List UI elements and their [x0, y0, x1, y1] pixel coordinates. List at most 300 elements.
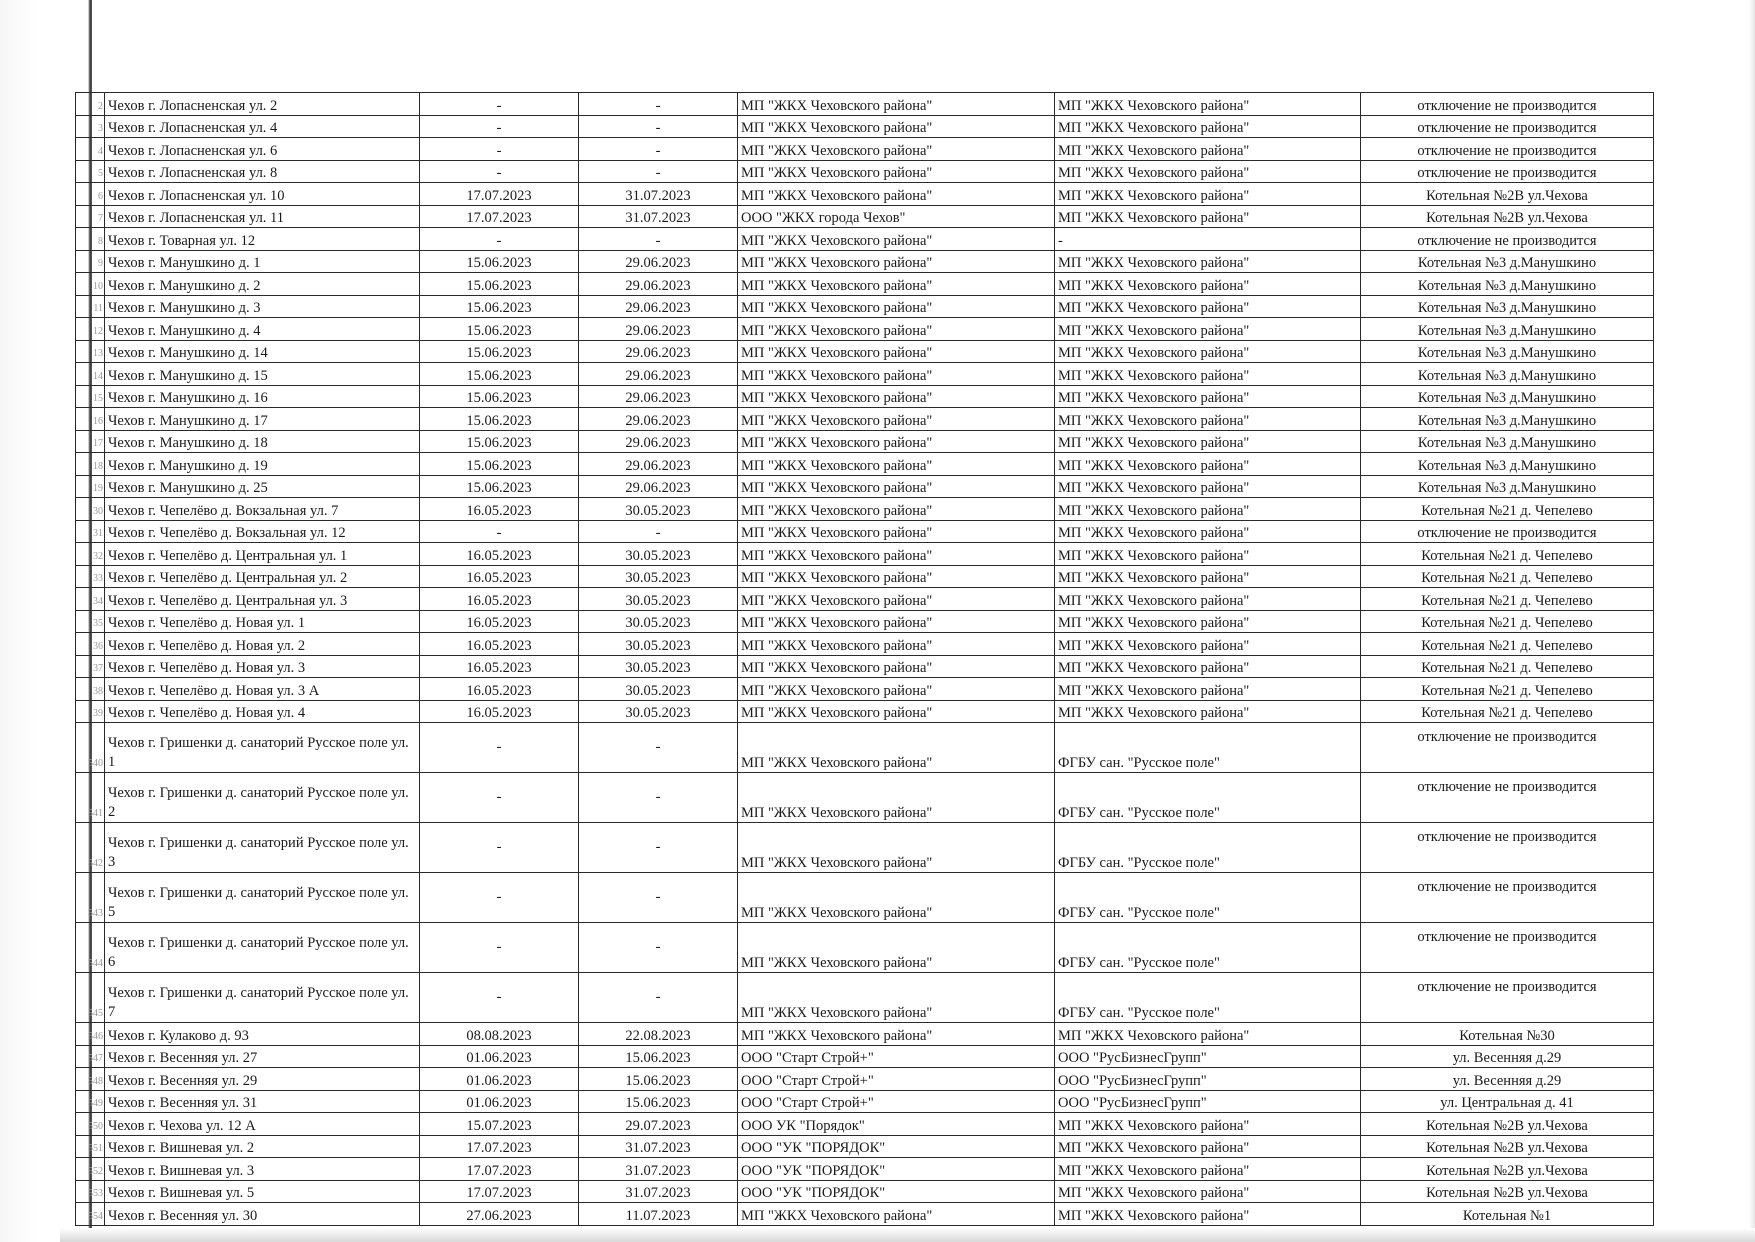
row-number: 11	[76, 295, 105, 318]
row-number: 7	[76, 205, 105, 228]
management-org-cell: МП "ЖКХ Чеховского района"	[738, 973, 1055, 1023]
management-org-cell: МП "ЖКХ Чеховского района"	[738, 408, 1055, 431]
end-date-cell: 11.07.2023	[579, 1203, 738, 1226]
supplier-org-cell: МП "ЖКХ Чеховского района"	[1055, 1158, 1361, 1181]
supplier-org-cell: МП "ЖКХ Чеховского района"	[1055, 250, 1361, 273]
row-number: 14	[76, 363, 105, 386]
end-date-cell: 30.05.2023	[579, 700, 738, 723]
boiler-note-cell: Котельная №1	[1361, 1203, 1654, 1226]
start-date-cell: 08.08.2023	[420, 1023, 579, 1046]
address-cell: Чехов г. Весенняя ул. 29	[105, 1068, 420, 1091]
address-cell: Чехов г. Манушкино д. 2	[105, 273, 420, 296]
table-row	[76, 498, 1654, 521]
boiler-note-cell: отключение не производится	[1361, 773, 1654, 823]
row-number: 552	[76, 1158, 105, 1181]
scan-edge-bottom	[60, 1228, 1755, 1242]
boiler-note-cell: Котельная №2В ул.Чехова	[1361, 1113, 1654, 1136]
boiler-note-cell: отключение не производится	[1361, 115, 1654, 138]
management-org-cell: МП "ЖКХ Чеховского района"	[738, 633, 1055, 656]
table-row	[76, 543, 1654, 566]
supplier-org-cell: МП "ЖКХ Чеховского района"	[1055, 655, 1361, 678]
row-number: 553	[76, 1180, 105, 1203]
start-date-cell: 15.06.2023	[420, 273, 579, 296]
address-cell: Чехов г. Манушкино д. 15	[105, 363, 420, 386]
boiler-note-cell: Котельная №3 д.Манушкино	[1361, 273, 1654, 296]
row-number: 541	[76, 773, 105, 823]
start-date-cell: 16.05.2023	[420, 543, 579, 566]
management-org-cell: ООО "ЖКХ города Чехов"	[738, 205, 1055, 228]
management-org-cell: МП "ЖКХ Чеховского района"	[738, 498, 1055, 521]
management-org-cell: ООО УК "Порядок"	[738, 1113, 1055, 1136]
start-date-cell: -	[420, 873, 579, 923]
start-date-cell: 16.05.2023	[420, 610, 579, 633]
row-number: 540	[76, 723, 105, 773]
end-date-cell: 15.06.2023	[579, 1090, 738, 1113]
row-number: 9	[76, 250, 105, 273]
start-date-cell: 16.05.2023	[420, 678, 579, 701]
boiler-note-cell: Котельная №2В ул.Чехова	[1361, 183, 1654, 206]
address-cell: Чехов г. Чехова ул. 12 А	[105, 1113, 420, 1136]
address-cell: Чехов г. Чепелёво д. Новая ул. 1	[105, 610, 420, 633]
supplier-org-cell: ФГБУ сан. "Русское поле"	[1055, 773, 1361, 823]
row-number: 549	[76, 1090, 105, 1113]
end-date-cell: 30.05.2023	[579, 610, 738, 633]
row-number: 5	[76, 160, 105, 183]
address-cell: Чехов г. Гришенки д. санаторий Русское поле ул. 1	[105, 723, 420, 773]
boiler-note-cell: отключение не производится	[1361, 723, 1654, 773]
start-date-cell: 17.07.2023	[420, 205, 579, 228]
table-row	[76, 1158, 1654, 1181]
management-org-cell: МП "ЖКХ Чеховского района"	[738, 138, 1055, 161]
boiler-note-cell: отключение не производится	[1361, 93, 1654, 116]
start-date-cell: 17.07.2023	[420, 1158, 579, 1181]
supplier-org-cell: МП "ЖКХ Чеховского района"	[1055, 453, 1361, 476]
table-body	[76, 93, 1654, 1226]
table-row	[76, 430, 1654, 453]
end-date-cell: 30.05.2023	[579, 633, 738, 656]
row-number: 17	[76, 430, 105, 453]
table-row	[76, 1090, 1654, 1113]
supplier-org-cell: ФГБУ сан. "Русское поле"	[1055, 723, 1361, 773]
management-org-cell: МП "ЖКХ Чеховского района"	[738, 543, 1055, 566]
boiler-note-cell: Котельная №30	[1361, 1023, 1654, 1046]
supplier-org-cell: МП "ЖКХ Чеховского района"	[1055, 340, 1361, 363]
end-date-cell: -	[579, 923, 738, 973]
address-cell: Чехов г. Манушкино д. 25	[105, 475, 420, 498]
management-org-cell: МП "ЖКХ Чеховского района"	[738, 475, 1055, 498]
start-date-cell: -	[420, 160, 579, 183]
table-row	[76, 160, 1654, 183]
management-org-cell: МП "ЖКХ Чеховского района"	[738, 183, 1055, 206]
address-cell: Чехов г. Манушкино д. 4	[105, 318, 420, 341]
start-date-cell: -	[420, 773, 579, 823]
row-number: 35	[76, 610, 105, 633]
boiler-note-cell: Котельная №2В ул.Чехова	[1361, 1180, 1654, 1203]
boiler-note-cell: Котельная №21 д. Чепелево	[1361, 498, 1654, 521]
address-cell: Чехов г. Чепелёво д. Новая ул. 4	[105, 700, 420, 723]
scan-edge-right	[1749, 0, 1755, 1242]
start-date-cell: 17.07.2023	[420, 183, 579, 206]
row-number: 15	[76, 385, 105, 408]
start-date-cell: 15.06.2023	[420, 340, 579, 363]
boiler-note-cell: отключение не производится	[1361, 923, 1654, 973]
end-date-cell: 30.05.2023	[579, 588, 738, 611]
start-date-cell: 01.06.2023	[420, 1068, 579, 1091]
row-number: 3	[76, 115, 105, 138]
row-number: 547	[76, 1045, 105, 1068]
end-date-cell: 15.06.2023	[579, 1068, 738, 1091]
start-date-cell: 16.05.2023	[420, 655, 579, 678]
table-row	[76, 138, 1654, 161]
table-row	[76, 408, 1654, 431]
end-date-cell: 29.06.2023	[579, 385, 738, 408]
address-cell: Чехов г. Товарная ул. 12	[105, 228, 420, 251]
supplier-org-cell: МП "ЖКХ Чеховского района"	[1055, 543, 1361, 566]
row-number: 6	[76, 183, 105, 206]
management-org-cell: ООО "Старт Строй+"	[738, 1090, 1055, 1113]
supplier-org-cell: МП "ЖКХ Чеховского района"	[1055, 475, 1361, 498]
row-number: 551	[76, 1135, 105, 1158]
supplier-org-cell: МП "ЖКХ Чеховского района"	[1055, 430, 1361, 453]
table-row	[76, 183, 1654, 206]
management-org-cell: МП "ЖКХ Чеховского района"	[738, 565, 1055, 588]
management-org-cell: МП "ЖКХ Чеховского района"	[738, 678, 1055, 701]
row-number: 13	[76, 340, 105, 363]
boiler-note-cell: Котельная №3 д.Манушкино	[1361, 453, 1654, 476]
supplier-org-cell: ООО "РусБизнесГрупп"	[1055, 1090, 1361, 1113]
supplier-org-cell: МП "ЖКХ Чеховского района"	[1055, 588, 1361, 611]
management-org-cell: МП "ЖКХ Чеховского района"	[738, 700, 1055, 723]
end-date-cell: 29.06.2023	[579, 430, 738, 453]
table-row	[76, 1135, 1654, 1158]
end-date-cell: 29.06.2023	[579, 318, 738, 341]
supplier-org-cell: МП "ЖКХ Чеховского района"	[1055, 363, 1361, 386]
table-row	[76, 723, 1654, 773]
address-cell: Чехов г. Лопасненская ул. 6	[105, 138, 420, 161]
row-number: 18	[76, 453, 105, 476]
address-cell: Чехов г. Лопасненская ул. 8	[105, 160, 420, 183]
start-date-cell: 15.06.2023	[420, 295, 579, 318]
end-date-cell: 30.05.2023	[579, 565, 738, 588]
address-cell: Чехов г. Гришенки д. санаторий Русское поле ул. 7	[105, 973, 420, 1023]
management-org-cell: МП "ЖКХ Чеховского района"	[738, 1203, 1055, 1226]
table-row	[76, 1180, 1654, 1203]
table-row	[76, 655, 1654, 678]
start-date-cell: 17.07.2023	[420, 1180, 579, 1203]
end-date-cell: 22.08.2023	[579, 1023, 738, 1046]
boiler-note-cell: Котельная №3 д.Манушкино	[1361, 250, 1654, 273]
end-date-cell: 30.05.2023	[579, 655, 738, 678]
management-org-cell: МП "ЖКХ Чеховского района"	[738, 295, 1055, 318]
management-org-cell: ООО "УК "ПОРЯДОК"	[738, 1180, 1055, 1203]
table-row	[76, 115, 1654, 138]
table-row	[76, 823, 1654, 873]
address-cell: Чехов г. Чепелёво д. Новая ул. 3 А	[105, 678, 420, 701]
management-org-cell: МП "ЖКХ Чеховского района"	[738, 610, 1055, 633]
management-org-cell: МП "ЖКХ Чеховского района"	[738, 340, 1055, 363]
start-date-cell: -	[420, 973, 579, 1023]
start-date-cell: -	[420, 228, 579, 251]
management-org-cell: МП "ЖКХ Чеховского района"	[738, 385, 1055, 408]
start-date-cell: 16.05.2023	[420, 700, 579, 723]
start-date-cell: 16.05.2023	[420, 633, 579, 656]
management-org-cell: ООО "Старт Строй+"	[738, 1068, 1055, 1091]
start-date-cell: 15.06.2023	[420, 430, 579, 453]
start-date-cell: 27.06.2023	[420, 1203, 579, 1226]
end-date-cell: -	[579, 973, 738, 1023]
supplier-org-cell: МП "ЖКХ Чеховского района"	[1055, 1135, 1361, 1158]
management-org-cell: МП "ЖКХ Чеховского района"	[738, 1023, 1055, 1046]
start-date-cell: 15.06.2023	[420, 408, 579, 431]
start-date-cell: -	[420, 923, 579, 973]
boiler-note-cell: Котельная №3 д.Манушкино	[1361, 408, 1654, 431]
supplier-org-cell: МП "ЖКХ Чеховского района"	[1055, 138, 1361, 161]
boiler-note-cell: Котельная №21 д. Чепелево	[1361, 678, 1654, 701]
end-date-cell: 30.05.2023	[579, 543, 738, 566]
row-number: 12	[76, 318, 105, 341]
boiler-note-cell: ул. Весенняя д.29	[1361, 1068, 1654, 1091]
table-row	[76, 873, 1654, 923]
management-org-cell: МП "ЖКХ Чеховского района"	[738, 655, 1055, 678]
management-org-cell: МП "ЖКХ Чеховского района"	[738, 453, 1055, 476]
end-date-cell: 31.07.2023	[579, 183, 738, 206]
boiler-note-cell: ул. Центральная д. 41	[1361, 1090, 1654, 1113]
table-row	[76, 973, 1654, 1023]
supplier-org-cell: МП "ЖКХ Чеховского района"	[1055, 408, 1361, 431]
row-number: 4	[76, 138, 105, 161]
supplier-org-cell: МП "ЖКХ Чеховского района"	[1055, 273, 1361, 296]
boiler-note-cell: Котельная №2В ул.Чехова	[1361, 205, 1654, 228]
end-date-cell: 29.06.2023	[579, 273, 738, 296]
row-number: 8	[76, 228, 105, 251]
supplier-org-cell: МП "ЖКХ Чеховского района"	[1055, 295, 1361, 318]
row-number: 2	[76, 93, 105, 116]
supplier-org-cell: МП "ЖКХ Чеховского района"	[1055, 160, 1361, 183]
address-cell: Чехов г. Манушкино д. 3	[105, 295, 420, 318]
row-number: 39	[76, 700, 105, 723]
address-cell: Чехов г. Манушкино д. 16	[105, 385, 420, 408]
address-cell: Чехов г. Гришенки д. санаторий Русское поле ул. 2	[105, 773, 420, 823]
management-org-cell: МП "ЖКХ Чеховского района"	[738, 823, 1055, 873]
start-date-cell: -	[420, 93, 579, 116]
address-cell: Чехов г. Весенняя ул. 27	[105, 1045, 420, 1068]
supplier-org-cell: МП "ЖКХ Чеховского района"	[1055, 205, 1361, 228]
table-row	[76, 250, 1654, 273]
boiler-note-cell: Котельная №3 д.Манушкино	[1361, 385, 1654, 408]
table-row	[76, 923, 1654, 973]
supplier-org-cell: -	[1055, 228, 1361, 251]
address-cell: Чехов г. Вишневая ул. 5	[105, 1180, 420, 1203]
supplier-org-cell: МП "ЖКХ Чеховского района"	[1055, 633, 1361, 656]
address-cell: Чехов г. Манушкино д. 19	[105, 453, 420, 476]
end-date-cell: -	[579, 773, 738, 823]
management-org-cell: МП "ЖКХ Чеховского района"	[738, 520, 1055, 543]
address-cell: Чехов г. Весенняя ул. 30	[105, 1203, 420, 1226]
address-cell: Чехов г. Лопасненская ул. 10	[105, 183, 420, 206]
row-number: 30	[76, 498, 105, 521]
start-date-cell: -	[420, 823, 579, 873]
boiler-note-cell: Котельная №3 д.Манушкино	[1361, 295, 1654, 318]
management-org-cell: ООО "УК "ПОРЯДОК"	[738, 1135, 1055, 1158]
end-date-cell: -	[579, 93, 738, 116]
management-org-cell: МП "ЖКХ Чеховского района"	[738, 873, 1055, 923]
end-date-cell: 29.06.2023	[579, 408, 738, 431]
table-row	[76, 678, 1654, 701]
address-cell: Чехов г. Вишневая ул. 2	[105, 1135, 420, 1158]
end-date-cell: 31.07.2023	[579, 1135, 738, 1158]
supplier-org-cell: ООО "РусБизнесГрупп"	[1055, 1045, 1361, 1068]
address-cell: Чехов г. Весенняя ул. 31	[105, 1090, 420, 1113]
row-number: 16	[76, 408, 105, 431]
end-date-cell: -	[579, 160, 738, 183]
start-date-cell: -	[420, 115, 579, 138]
row-number: 33	[76, 565, 105, 588]
supplier-org-cell: ФГБУ сан. "Русское поле"	[1055, 873, 1361, 923]
table-row	[76, 93, 1654, 116]
end-date-cell: -	[579, 115, 738, 138]
end-date-cell: 31.07.2023	[579, 205, 738, 228]
start-date-cell: 15.06.2023	[420, 453, 579, 476]
address-cell: Чехов г. Лопасненская ул. 4	[105, 115, 420, 138]
address-cell: Чехов г. Манушкино д. 18	[105, 430, 420, 453]
table-row	[76, 273, 1654, 296]
end-date-cell: -	[579, 873, 738, 923]
table-row	[76, 228, 1654, 251]
outage-schedule-table	[75, 92, 1654, 1226]
boiler-note-cell: Котельная №3 д.Манушкино	[1361, 475, 1654, 498]
end-date-cell: -	[579, 823, 738, 873]
supplier-org-cell: МП "ЖКХ Чеховского района"	[1055, 700, 1361, 723]
boiler-note-cell: отключение не производится	[1361, 823, 1654, 873]
management-org-cell: МП "ЖКХ Чеховского района"	[738, 588, 1055, 611]
supplier-org-cell: МП "ЖКХ Чеховского района"	[1055, 385, 1361, 408]
boiler-note-cell: Котельная №21 д. Чепелево	[1361, 588, 1654, 611]
end-date-cell: 29.06.2023	[579, 250, 738, 273]
boiler-note-cell: Котельная №3 д.Манушкино	[1361, 340, 1654, 363]
end-date-cell: 31.07.2023	[579, 1180, 738, 1203]
start-date-cell: 15.06.2023	[420, 318, 579, 341]
row-number: 36	[76, 633, 105, 656]
start-date-cell: -	[420, 138, 579, 161]
start-date-cell: 15.06.2023	[420, 385, 579, 408]
supplier-org-cell: ФГБУ сан. "Русское поле"	[1055, 823, 1361, 873]
supplier-org-cell: ФГБУ сан. "Русское поле"	[1055, 973, 1361, 1023]
boiler-note-cell: отключение не производится	[1361, 520, 1654, 543]
address-cell: Чехов г. Лопасненская ул. 2	[105, 93, 420, 116]
start-date-cell: 01.06.2023	[420, 1045, 579, 1068]
table-row	[76, 340, 1654, 363]
supplier-org-cell: ООО "РусБизнесГрупп"	[1055, 1068, 1361, 1091]
address-cell: Чехов г. Чепелёво д. Вокзальная ул. 7	[105, 498, 420, 521]
boiler-note-cell: Котельная №2В ул.Чехова	[1361, 1135, 1654, 1158]
boiler-note-cell: Котельная №21 д. Чепелево	[1361, 543, 1654, 566]
boiler-note-cell: отключение не производится	[1361, 228, 1654, 251]
table-row	[76, 295, 1654, 318]
boiler-note-cell: отключение не производится	[1361, 973, 1654, 1023]
end-date-cell: -	[579, 138, 738, 161]
start-date-cell: 15.06.2023	[420, 363, 579, 386]
boiler-note-cell: Котельная №21 д. Чепелево	[1361, 565, 1654, 588]
row-number: 542	[76, 823, 105, 873]
address-cell: Чехов г. Чепелёво д. Центральная ул. 3	[105, 588, 420, 611]
management-org-cell: МП "ЖКХ Чеховского района"	[738, 93, 1055, 116]
address-cell: Чехов г. Чепелёво д. Центральная ул. 1	[105, 543, 420, 566]
boiler-note-cell: отключение не производится	[1361, 138, 1654, 161]
table-row	[76, 453, 1654, 476]
address-cell: Чехов г. Лопасненская ул. 11	[105, 205, 420, 228]
end-date-cell: 29.06.2023	[579, 340, 738, 363]
management-org-cell: МП "ЖКХ Чеховского района"	[738, 723, 1055, 773]
boiler-note-cell: ул. Весенняя д.29	[1361, 1045, 1654, 1068]
table-row	[76, 205, 1654, 228]
start-date-cell: 16.05.2023	[420, 565, 579, 588]
supplier-org-cell: МП "ЖКХ Чеховского района"	[1055, 498, 1361, 521]
boiler-note-cell: Котельная №21 д. Чепелево	[1361, 655, 1654, 678]
supplier-org-cell: МП "ЖКХ Чеховского района"	[1055, 520, 1361, 543]
management-org-cell: ООО "УК "ПОРЯДОК"	[738, 1158, 1055, 1181]
row-number: 32	[76, 543, 105, 566]
end-date-cell: 30.05.2023	[579, 498, 738, 521]
table-row	[76, 633, 1654, 656]
supplier-org-cell: МП "ЖКХ Чеховского района"	[1055, 1180, 1361, 1203]
supplier-org-cell: МП "ЖКХ Чеховского района"	[1055, 678, 1361, 701]
boiler-note-cell: отключение не производится	[1361, 873, 1654, 923]
start-date-cell: -	[420, 723, 579, 773]
end-date-cell: 29.06.2023	[579, 475, 738, 498]
table-row	[76, 610, 1654, 633]
management-org-cell: МП "ЖКХ Чеховского района"	[738, 115, 1055, 138]
boiler-note-cell: Котельная №3 д.Манушкино	[1361, 363, 1654, 386]
row-number: 550	[76, 1113, 105, 1136]
table-row	[76, 773, 1654, 823]
management-org-cell: МП "ЖКХ Чеховского района"	[738, 228, 1055, 251]
row-number: 10	[76, 273, 105, 296]
supplier-org-cell: МП "ЖКХ Чеховского района"	[1055, 183, 1361, 206]
table-row	[76, 520, 1654, 543]
row-number: 31	[76, 520, 105, 543]
end-date-cell: 29.06.2023	[579, 295, 738, 318]
supplier-org-cell: МП "ЖКХ Чеховского района"	[1055, 93, 1361, 116]
boiler-note-cell: Котельная №21 д. Чепелево	[1361, 633, 1654, 656]
supplier-org-cell: ФГБУ сан. "Русское поле"	[1055, 923, 1361, 973]
end-date-cell: 29.06.2023	[579, 453, 738, 476]
management-org-cell: МП "ЖКХ Чеховского района"	[738, 160, 1055, 183]
supplier-org-cell: МП "ЖКХ Чеховского района"	[1055, 1113, 1361, 1136]
row-number: 544	[76, 923, 105, 973]
start-date-cell: 15.06.2023	[420, 250, 579, 273]
supplier-org-cell: МП "ЖКХ Чеховского района"	[1055, 565, 1361, 588]
end-date-cell: 31.07.2023	[579, 1158, 738, 1181]
table-row	[76, 1023, 1654, 1046]
end-date-cell: -	[579, 228, 738, 251]
address-cell: Чехов г. Чепелёво д. Новая ул. 3	[105, 655, 420, 678]
address-cell: Чехов г. Гришенки д. санаторий Русское поле ул. 6	[105, 923, 420, 973]
end-date-cell: 30.05.2023	[579, 678, 738, 701]
row-number: 19	[76, 475, 105, 498]
management-org-cell: МП "ЖКХ Чеховского района"	[738, 773, 1055, 823]
address-cell: Чехов г. Кулаково д. 93	[105, 1023, 420, 1046]
table-row	[76, 1068, 1654, 1091]
table-row	[76, 1203, 1654, 1226]
end-date-cell: 29.07.2023	[579, 1113, 738, 1136]
start-date-cell: 15.06.2023	[420, 475, 579, 498]
address-cell: Чехов г. Чепелёво д. Центральная ул. 2	[105, 565, 420, 588]
management-org-cell: МП "ЖКХ Чеховского района"	[738, 250, 1055, 273]
management-org-cell: МП "ЖКХ Чеховского района"	[738, 923, 1055, 973]
end-date-cell: -	[579, 520, 738, 543]
supplier-org-cell: МП "ЖКХ Чеховского района"	[1055, 1023, 1361, 1046]
row-number: 37	[76, 655, 105, 678]
